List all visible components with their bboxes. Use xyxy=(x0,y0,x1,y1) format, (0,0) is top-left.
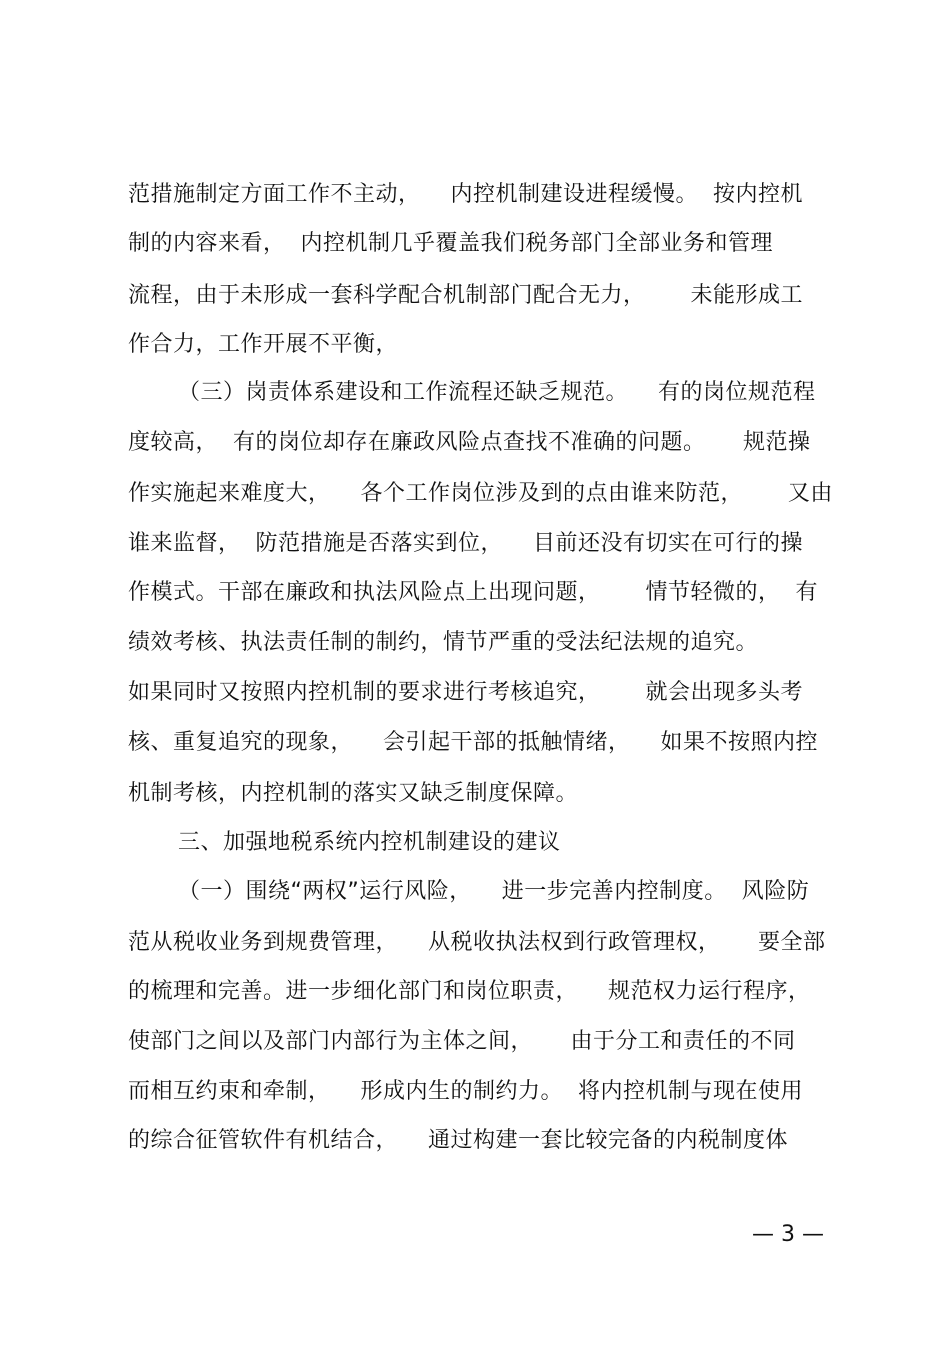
subsection-heading-line: （一）围绕“两权”运行风险， 进一步完善内控制度。 风险防 xyxy=(178,879,810,904)
body-text-line: 机制考核，内控机制的落实又缺乏制度保障。 xyxy=(128,781,579,806)
body-text-line: 度较高， 有的岗位却存在廉政风险点查找不准确的问题。 规范操 xyxy=(128,430,811,455)
body-text-line: 而相互约束和牵制， 形成内生的制约力。 将内控机制与现在使用 xyxy=(128,1079,803,1104)
body-text-line: 作合力，工作开展不平衡， xyxy=(128,332,399,357)
body-text-line: 的综合征管软件有机结合， 通过构建一套比较完备的内税制度体 xyxy=(128,1128,788,1153)
body-text-line: 的梳理和完善。进一步细化部门和岗位职责， 规范权力运行程序， xyxy=(128,979,811,1004)
body-text-line: 使部门之间以及部门内部行为主体之间， 由于分工和责任的不同 xyxy=(128,1029,796,1054)
body-text-line: 如果同时又按照内控机制的要求进行考核追究， 就会出现多头考 xyxy=(128,680,803,705)
subsection-heading-line: （三）岗责体系建设和工作流程还缺乏规范。 有的岗位规范程 xyxy=(178,380,816,405)
body-text-line: 流程，由于未形成一套科学配合机制部门配合无力， 未能形成工 xyxy=(128,283,803,308)
body-text-line: 范从税收业务到规费管理， 从税收执法权到行政管理权， 要全部 xyxy=(128,930,826,955)
body-text-line: 核、重复追究的现象， 会引起干部的抵触情绪， 如果不按照内控 xyxy=(128,730,818,755)
page-number: — 3 — xyxy=(752,1222,824,1247)
body-text-line: 制的内容来看， 内控机制几乎覆盖我们税务部门全部业务和管理 xyxy=(128,231,773,256)
body-text-line: 作实施起来难度大， 各个工作岗位涉及到的点由谁来防范， 又由 xyxy=(128,481,833,506)
body-text-line: 作模式。干部在廉政和执法风险点上出现问题， 情节轻微的， 有 xyxy=(128,580,818,605)
body-text-line: 谁来监督， 防范措施是否落实到位， 目前还没有切实在可行的操 xyxy=(128,531,803,556)
body-text-line: 绩效考核、执法责任制的制约，情节严重的受法纪法规的追究。 xyxy=(128,630,759,655)
body-text-line: 范措施制定方面工作不主动， 内控机制建设进程缓慢。 按内控机 xyxy=(128,182,803,207)
section-heading: 三、加强地税系统内控机制建设的建议 xyxy=(178,830,561,855)
